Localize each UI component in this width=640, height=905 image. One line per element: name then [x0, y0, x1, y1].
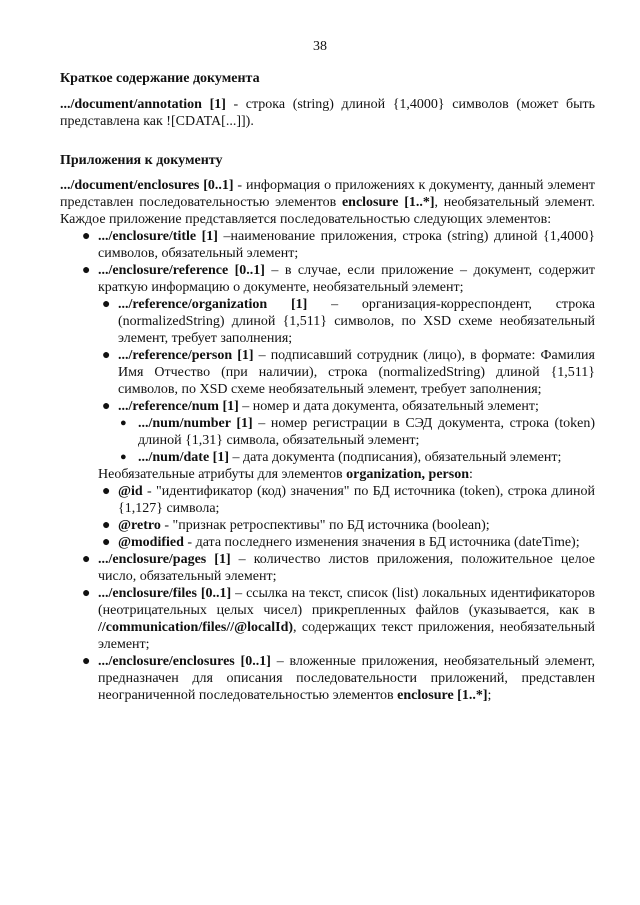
bullet-icon: ●: [82, 586, 91, 601]
item-path: .../enclosure/reference [0..1]: [98, 263, 265, 278]
attributes-intro: [60, 466, 595, 483]
bullet-icon: ●: [102, 535, 111, 550]
item-bold: enclosure [1..*]: [397, 688, 488, 703]
list-item: [60, 653, 595, 704]
list-item: [60, 398, 595, 415]
item-text: – количество листов приложения, положительное целое число, обязательный элемент;: [98, 552, 595, 584]
intro-path: .../document/enclosures [0..1]: [60, 178, 234, 193]
item-text: – дата документа (подписания), обязательный элемент;: [229, 450, 562, 465]
bullet-icon: ●: [120, 451, 127, 463]
bullet-icon: ●: [102, 484, 111, 499]
attr-text: - "идентификатор (код) значения" по БД источника (token), строка длиной {1,127} символа;: [118, 484, 595, 516]
page-number: 38: [313, 39, 327, 54]
attr-intro-bold: organization, person: [346, 467, 469, 482]
attributes-list: [60, 483, 595, 551]
item-path: .../enclosure/title [1]: [98, 229, 218, 244]
item-text: – номер регистрации в СЭД документа, строка (token) длиной {1,31} символа, обязательный элемент;: [138, 416, 595, 448]
attachments-intro: [60, 177, 595, 228]
elements-list: [60, 228, 595, 466]
item-text: – ссылка на текст, список (list) локальных идентификаторов (неотрицательных целых чисел) прикрепленных файлов (указывается, как в: [98, 586, 595, 618]
attr-text: - "признак ретроспективы" по БД источника (boolean);: [160, 518, 490, 533]
attachments-heading: Приложения к документу: [60, 153, 223, 168]
bullet-icon: ●: [82, 654, 91, 669]
attr-path: @modified: [118, 535, 184, 550]
summary-section: [60, 70, 595, 130]
item-path: .../reference/organization [1]: [118, 297, 308, 312]
bullet-icon: ●: [102, 348, 111, 363]
bullet-icon: ●: [102, 297, 111, 312]
attr-intro-colon: :: [469, 467, 473, 482]
list-item: [60, 534, 595, 551]
list-item: [60, 551, 595, 585]
bullet-icon: ●: [82, 229, 91, 244]
summary-path: .../document/annotation [1]: [60, 97, 226, 112]
item-path: .../enclosure/files [0..1]: [98, 586, 232, 601]
bullet-icon: ●: [102, 518, 111, 533]
item-text: – вложенные приложения, необязательный элемент, предназначен для описания последовательности приложений, представлен неограниченной последовательностью элементов: [98, 654, 596, 703]
item-text-end: ;: [487, 688, 492, 703]
item-text-end: , содержащих текст приложения, необязательный элемент;: [98, 620, 595, 652]
attr-path: @id: [118, 484, 143, 499]
item-text: – подписавший сотрудник (лицо), в формате: Фамилия Имя Отчество (при наличии), строка (normalizedString) длиной {1,511} символов, по XSD схеме необязательный элемент, требует заполнения;: [118, 348, 595, 397]
list-item: [60, 415, 595, 449]
item-path: .../reference/person [1]: [118, 348, 254, 363]
list-item: [60, 449, 595, 466]
tail-list: [60, 551, 595, 704]
intro-bold: enclosure [1..*]: [341, 195, 435, 210]
intro-text: - информация о приложениях к документу, данный элемент представлен последовательностью элементов: [60, 178, 595, 210]
summary-text: - строка (string) длиной {1,4000} символов (может быть представлена как ![CDATA[...]]).: [60, 97, 595, 129]
list-item: [60, 585, 595, 653]
item-bold: //communication/files//@localId): [98, 620, 294, 635]
bullet-icon: ●: [82, 552, 91, 567]
summary-paragraph: [60, 96, 595, 130]
list-item: [60, 347, 595, 398]
intro-text-end: , необязательный элемент. Каждое приложение представляется последовательностью следующих элементов:: [60, 195, 595, 227]
item-text: – в случае, если приложение – документ, содержит краткую информацию о документе, необязательный элемент;: [98, 263, 595, 295]
item-text: –наименование приложения, строка (string) длиной {1,4000} символов, обязательный элемент;: [98, 229, 595, 261]
attr-intro-text: Необязательные атрибуты для элементов: [98, 467, 347, 482]
attr-path: @retro: [118, 518, 161, 533]
item-text: – номер и дата документа, обязательный элемент;: [238, 399, 539, 414]
bullet-icon: ●: [120, 417, 127, 429]
attr-text: - дата последнего изменения значения в БД источника (dateTime);: [183, 535, 580, 550]
list-item: [60, 228, 595, 262]
item-path: .../num/date [1]: [138, 450, 229, 465]
list-item: [60, 483, 595, 517]
attachments-section: [60, 152, 595, 704]
item-path: .../enclosure/pages [1]: [98, 552, 231, 567]
summary-heading: Краткое содержание документа: [60, 71, 260, 86]
list-item: [60, 262, 595, 296]
list-item: [60, 517, 595, 534]
list-item: [60, 296, 595, 347]
item-text: – организация-корреспондент, строка (normalizedString) длиной {1,511} символов, по XSD схеме необязательный элемент, требует заполнения;: [118, 297, 595, 346]
item-path: .../num/number [1]: [138, 416, 253, 431]
item-path: .../reference/num [1]: [118, 399, 239, 414]
bullet-icon: ●: [102, 399, 111, 414]
item-path: .../enclosure/enclosures [0..1]: [98, 654, 271, 669]
bullet-icon: ●: [82, 263, 91, 278]
